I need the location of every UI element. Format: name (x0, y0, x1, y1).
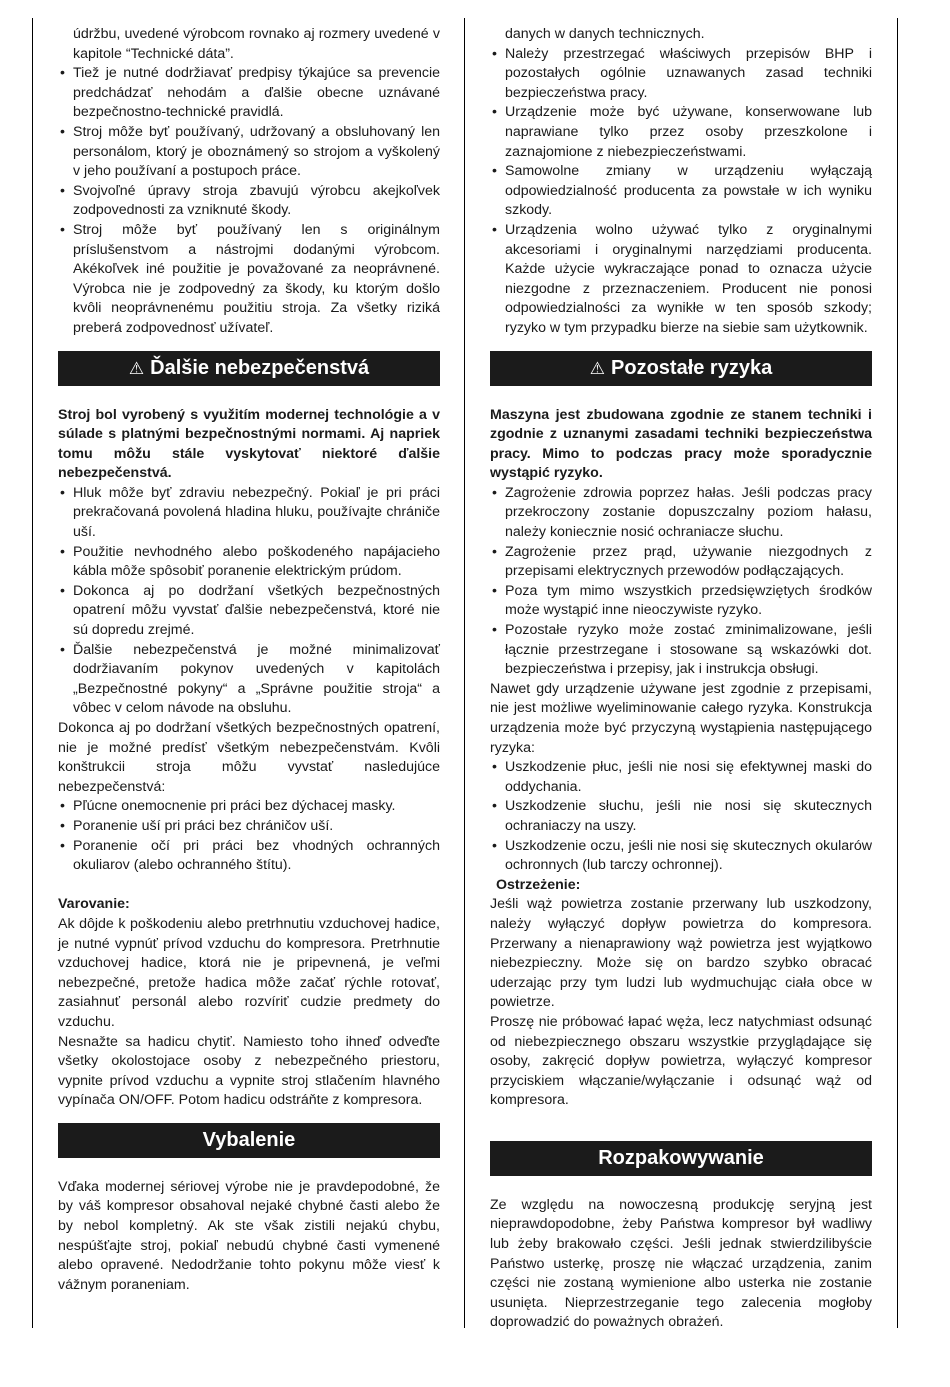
list-item: • Zagrożenie przez prąd, używanie niezgodnych z przepisami elektrycznych przewodów podłączających. (490, 543, 872, 582)
section-title: Rozpakowywanie (598, 1146, 764, 1169)
list-item: • Urządzenia wolno używać tylko z oryginalnymi akcesoriami i oryginalnymi narzędziami producenta. Każde użycie wykraczające ponad to oznacza użycie niezgodne z przeznaczeniem. Producent nie ponosi odpowiedzialności za wynikłe w ten sposób szkody; ryzyko w tym przypadku bierze na siebie sam użytkownik. (490, 221, 872, 339)
section-intro: Maszyna jest zbudowana zgodnie ze stanem techniki i zgodnie z uznanymi zasadami techniki bezpieczeństwa pracy. Mimo to podczas pracy może sporadycznie wystąpić ryzyko. (490, 406, 872, 482)
section-title: Pozostałe ryzyka (611, 356, 773, 379)
list-item: • Uszkodzenie płuc, jeśli nie nosi się efektywnej maski do oddychania. (490, 758, 872, 797)
list-item: • Samowolne zmiany w urządzeniu wyłączają odpowiedzialność producenta za powstałe w ich wyniku szkody. (490, 162, 872, 221)
list-item: • Urządzenie może być używane, konserwowane lub naprawiane tylko przez osoby przeszkolone i zaznajomione z niebezpieczeństwami. (490, 103, 872, 162)
list-item: • Použitie nevhodného alebo poškodeného napájacieho kábla môže spôsobiť poranenie elektrickým prúdom. (58, 543, 440, 582)
left-margin-rule (32, 18, 33, 1328)
list-item: • Tiež je nutné dodržiavať predpisy týkajúce sa prevencie predchádzať nehodám a ďalšie obecne uznávané bezpečnostno-technické pravidlá. (58, 64, 440, 123)
unpacking-text: Ze względu na nowoczesną produkcję seryjną jest nieprawdopodobne, żeby Państwa kompresor był wadliwy lub żeby brakowało części. Jeśli jednak stwierdzilibyście Państwo usterkę, proszę nie włączać urządzenia, zanim części nie zostaną wymienione albo usterka nie zostanie usunięta. Nieprzestrzeganie tego zalecenia mogłoby doprowadzić do poważnych obrażeń. (490, 1196, 872, 1331)
list-item-continued: danych w danych technicznych. (505, 26, 705, 42)
hazard-list (58, 484, 440, 719)
section-title: Ďalšie nebezpečenstvá (150, 356, 370, 379)
list-item-continued: údržbu, uvedené výrobcom rovnako aj rozmery uvedené v kapitole “Technické dáta”. (73, 26, 440, 62)
paragraph: Nawet gdy urządzenie używane jest zgodnie z przepisami, nie jest możliwe wyeliminowanie całego ryzyka. Konstrukcja urządzenia może być przyczyną wystąpienia następującego ryzyka: (490, 680, 872, 756)
list-item: • Stroj môže byť používaný, udržovaný a obsluhovaný len personálom, ktorý je oboznámený so strojom a vyškolený v jeho používaní a postupoch práce. (58, 123, 440, 182)
section-header-remaining-risks (490, 351, 872, 386)
section-header-further-hazards (58, 351, 440, 386)
top-bullet-list (490, 25, 872, 339)
section-header-unpacking (490, 1141, 872, 1176)
list-item: • Pľúcne onemocnenie pri práci bez dýchacej masky. (58, 797, 440, 817)
list-item: • Poranenie očí pri práci bez vhodných ochranných okuliarov (alebo ochranného štítu). (58, 837, 440, 876)
list-item: • Uszkodzenie słuchu, jeśli nie nosi się skutecznych ochraniaczy na uszy. (490, 797, 872, 836)
warning-text-2: Proszę nie próbować łapać węża, lecz natychmiast odsunąć od niebezpiecznego obszaru wszystkie przyglądające się osoby, zakręcić dopływ powietrza, wyłączyć kompresor przyciskiem włączanie/wyłączanie i odsunąć wąż od kompresora. (490, 1013, 872, 1109)
list-item: • Hluk môže byť zdraviu nebezpečný. Pokiaľ je pri práci prekračovaná povolená hladina hluku, používajte chrániče uší. (58, 484, 440, 543)
injury-list (490, 758, 872, 876)
list-item: • Dokonca aj po dodržaní všetkých bezpečnostných opatrení môžu vyvstať ďalšie nebezpečenstvá, ktoré nie sú dopredu zrejmé. (58, 582, 440, 641)
section-intro: Stroj bol vyrobený s využitím modernej technológie a v súlade s platnými bezpečnostnými normami. Aj napriek tomu môžu stále vyskytovať niektoré ďalšie nebezpečenstvá. (58, 406, 440, 482)
section-title: Vybalenie (202, 1128, 296, 1151)
right-margin-rule (897, 18, 898, 1328)
list-item: • Stroj môže byť používaný len s originálnym príslušenstvom a nástrojmi dodanými výrobcom. Akékoľvek iné použitie je považované za neoprávnené. Výrobca nie je zodpovedný za škody, ku ktorým došlo kvôli neoprávnenému použitiu stroja. Za všetky riziká preberá zodpovednosť užívateľ. (58, 221, 440, 339)
warning-label: Varovanie: (58, 896, 130, 913)
warning-text: Jeśli wąż powietrza zostanie przerwany lub uszkodzony, należy wyłączyć dopływ powietrza do kompresora. Przerwany a nienaprawiony wąż powietrza jest wyjątkowo niebezpieczny. Może się on bardzo szybko obracać uderzając przy tym ludzi lub wydmuchując ciała obce w powietrze. (490, 896, 872, 1011)
warning-triangle-icon: ⚠ (128, 358, 145, 378)
paragraph: Dokonca aj po dodržaní všetkých bezpečnostných opatrení, nie je možné predísť všetkým nebezpečenstvám. Kvôli konštrukcii stroja môžu vyvstať nasledujúce nebezpečenstvá: (58, 720, 440, 795)
section-header-unpacking (58, 1123, 440, 1158)
center-column-rule (464, 18, 465, 1328)
list-item: • Svojvoľné úpravy stroja zbavujú výrobcu akejkoľvek zodpovednosti za vzniknuté škody. (58, 182, 440, 221)
right-column (490, 25, 872, 1333)
top-bullet-list (58, 25, 440, 339)
left-column (58, 25, 440, 1295)
list-item: • Pozostałe ryzyko może zostać zminimalizowane, jeśli łącznie przestrzegane i stosowane są wskazówki dot. bezpieczeństwa i przepisy, jak i instrukcja obsługi. (490, 621, 872, 680)
list-item: • Poza tym mimo wszystkich przedsięwziętych środków może wystąpić inne nieoczywiste ryzyko. (490, 582, 872, 621)
list-item: • Poranenie uší pri práci bez chráničov uší. (58, 817, 440, 837)
risk-list (490, 484, 872, 680)
warning-triangle-icon: ⚠ (589, 358, 606, 378)
warning-text: Ak dôjde k poškodeniu alebo pretrhnutiu vzduchovej hadice, je nutné vypnúť prívod vzduchu do kompresora. Pretrhnutie vzduchovej hadice, ktorá nie je pripevnená, je veľmi nebezpečné, pretože hadica môže začať rýchle rotovať, zasiahnuť personál alebo rozvíriť cudzie predmety do vzduchu. (58, 915, 440, 1030)
list-item: • Uszkodzenie oczu, jeśli nie nosi się skutecznych okularów ochronnych (lub tarczy ochronnej). (490, 837, 872, 876)
list-item: • Należy przestrzegać właściwych przepisów BHP i pozostałych ogólnie uznawanych zasad techniki bezpieczeństwa pracy. (490, 45, 872, 104)
list-item: • Ďalšie nebezpečenstvá je možné minimalizovať dodržiavaním pokynov uvedených v kapitolách „Bezpečnostné pokyny“ a „Správne použitie stroja“ a vôbec v celom návode na obsluhu. (58, 641, 440, 719)
list-item: • Zagrożenie zdrowia poprzez hałas. Jeśli podczas pracy przekroczony zostanie dopuszczalny poziom hałasu, należy koniecznie nosić ochraniacze słuchu. (490, 484, 872, 543)
warning-text-2: Nesnažte sa hadicu chytiť. Namiesto toho ihneď odveďte všetky okolostojace osoby z nebezpečného priestoru, vypnite prívod vzduchu a vypnite stroj stlačením hlavného vypínača ON/OFF. Potom hadicu odstráňte z kompresora. (58, 1033, 440, 1109)
injury-list (58, 797, 440, 875)
unpacking-text: Vďaka modernej sériovej výrobe nie je pravdepodobné, že by váš kompresor obsahoval nejaké chybné časti alebo že by nebol kompletný. Ak ste však zistili nejakú chybu, nespúšťajte stroj, pokiaľ nebudú chybné časti vymenené alebo opravené. Nedodržanie tohto pokynu môže viesť k vážnym poraneniam. (58, 1178, 440, 1293)
warning-label: Ostrzeżenie: (496, 876, 581, 893)
